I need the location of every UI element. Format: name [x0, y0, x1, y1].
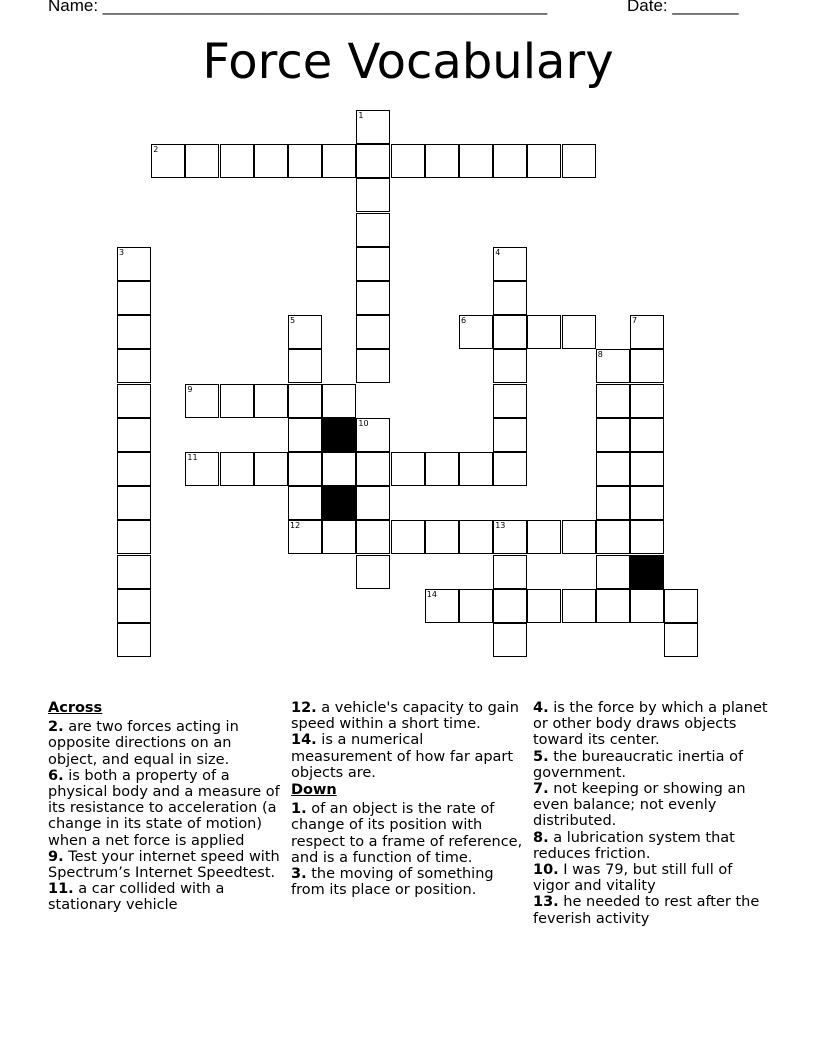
grid-cell[interactable]	[562, 589, 596, 623]
grid-cell[interactable]	[117, 555, 151, 589]
grid-cell[interactable]	[356, 418, 390, 452]
grid-cell[interactable]	[254, 384, 288, 418]
blocked-cell	[322, 486, 356, 520]
across-clue: 6. is both a property of a physical body and a measure of its resistance to acceleration (a change in its state of motion) when a net force is applied	[48, 767, 280, 849]
across-clue: 9. Test your internet speed with Spectrum’s Internet Speedtest.	[48, 848, 280, 882]
clue-number: 9	[187, 384, 193, 394]
down-clue: 3. the moving of something from its place or position.	[291, 866, 494, 899]
grid-cell[interactable]	[117, 452, 151, 486]
grid-cell[interactable]	[391, 520, 425, 554]
grid-cell[interactable]	[527, 315, 561, 349]
grid-cell[interactable]	[527, 144, 561, 178]
name-field-label[interactable]: Name: _______________________________________________	[48, 0, 548, 15]
clue-number: 12	[290, 521, 301, 531]
across-clue: 2. are two forces acting in opposite directions on an object, and equal in size.	[48, 719, 239, 768]
grid-cell[interactable]	[322, 452, 356, 486]
grid-cell[interactable]	[288, 349, 322, 383]
grid-cell[interactable]	[356, 213, 390, 247]
grid-cell[interactable]	[322, 520, 356, 554]
clue-number: 11	[187, 453, 198, 462]
grid-cell[interactable]	[356, 247, 390, 281]
grid-cell[interactable]	[356, 315, 390, 349]
grid-cell[interactable]	[356, 555, 390, 589]
grid-cell[interactable]	[288, 315, 322, 349]
grid-cell[interactable]	[562, 315, 596, 349]
grid-cell[interactable]	[220, 144, 254, 178]
grid-cell[interactable]	[288, 144, 322, 178]
grid-cell[interactable]	[425, 144, 459, 178]
grid-cell[interactable]	[664, 589, 698, 623]
grid-cell[interactable]	[630, 452, 664, 486]
down-clue: 10. I was 79, but still full of vigor and vitality	[533, 862, 733, 895]
grid-cell[interactable]	[596, 418, 630, 452]
grid-cell[interactable]	[288, 418, 322, 452]
grid-cell[interactable]	[493, 520, 527, 554]
grid-cell[interactable]	[425, 520, 459, 554]
grid-cell[interactable]	[493, 281, 527, 315]
grid-cell[interactable]	[493, 589, 527, 623]
clue-number: 6	[461, 316, 467, 326]
clue-number: 3	[119, 247, 125, 257]
clue-number: 4	[495, 247, 501, 257]
down-clue: 4. is the force by which a planet or other body draws objects toward its center.	[533, 700, 768, 749]
grid-cell[interactable]	[356, 144, 390, 178]
page-title: Force Vocabulary	[202, 34, 614, 90]
clue-number: 8	[597, 350, 603, 360]
grid-cell[interactable]	[322, 144, 356, 178]
grid-cell[interactable]	[117, 281, 151, 315]
grid-cell[interactable]	[117, 349, 151, 383]
grid-cell[interactable]	[459, 520, 493, 554]
grid-cell[interactable]	[117, 315, 151, 349]
across-clue: 11. a car collided with a stationary vehicle	[48, 881, 225, 914]
grid-cell[interactable]	[254, 452, 288, 486]
grid-cell[interactable]	[596, 452, 630, 486]
grid-cell[interactable]	[356, 452, 390, 486]
grid-cell[interactable]	[117, 247, 151, 281]
grid-cell[interactable]	[185, 452, 219, 486]
grid-cell[interactable]	[493, 623, 527, 657]
grid-cell[interactable]	[151, 144, 185, 178]
down-clue: 7. not keeping or showing an even balance; not evenly distributed.	[533, 781, 746, 830]
grid-cell[interactable]	[596, 520, 630, 554]
across-clue: 12. a vehicle's capacity to gain speed within a short time.	[291, 700, 519, 733]
grid-cell[interactable]	[117, 520, 151, 554]
grid-cell[interactable]	[596, 384, 630, 418]
grid-cell[interactable]	[562, 144, 596, 178]
grid-cell[interactable]	[117, 486, 151, 520]
grid-cell[interactable]	[356, 110, 390, 144]
clues-column-1	[48, 700, 284, 914]
clue-number: 13	[495, 521, 506, 531]
grid-cell[interactable]	[356, 178, 390, 212]
clues-column-3	[533, 700, 769, 927]
down-clue: 8. a lubrication system that reduces friction.	[533, 829, 735, 862]
grid-cell[interactable]	[254, 144, 288, 178]
blocked-cell	[322, 418, 356, 452]
grid-cell[interactable]	[527, 589, 561, 623]
clues-column-2	[291, 700, 527, 898]
grid-cell[interactable]	[356, 349, 390, 383]
clue-number: 2	[153, 145, 159, 155]
grid-cell[interactable]	[630, 315, 664, 349]
clue-number: 10	[358, 418, 369, 428]
grid-cell[interactable]	[596, 486, 630, 520]
grid-cell[interactable]	[493, 144, 527, 178]
grid-cell[interactable]	[664, 623, 698, 657]
grid-cell[interactable]	[630, 486, 664, 520]
across-clue: 14. is a numerical measurement of how far apart objects are.	[291, 732, 514, 781]
grid-cell[interactable]	[630, 349, 664, 383]
grid-cell[interactable]	[185, 144, 219, 178]
grid-cell[interactable]	[322, 384, 356, 418]
clue-number: 1	[358, 111, 364, 120]
grid-cell[interactable]	[425, 589, 459, 623]
clue-number: 7	[632, 316, 638, 326]
grid-cell[interactable]	[493, 452, 527, 486]
grid-cell[interactable]	[391, 144, 425, 178]
grid-cell[interactable]	[630, 384, 664, 418]
grid-cell[interactable]	[630, 589, 664, 623]
grid-cell[interactable]	[117, 384, 151, 418]
grid-cell[interactable]	[391, 452, 425, 486]
grid-cell[interactable]	[356, 281, 390, 315]
grid-cell[interactable]	[459, 452, 493, 486]
blocked-cell	[630, 555, 664, 589]
grid-cell[interactable]	[493, 384, 527, 418]
grid-cell[interactable]	[220, 384, 254, 418]
grid-cell[interactable]	[288, 520, 322, 554]
grid-cell[interactable]	[117, 589, 151, 623]
down-clue: 13. he needed to rest after the feverish activity	[533, 894, 760, 927]
grid-cell[interactable]	[356, 520, 390, 554]
grid-cell[interactable]	[596, 349, 630, 383]
grid-cell[interactable]	[220, 452, 254, 486]
grid-cell[interactable]	[596, 555, 630, 589]
grid-cell[interactable]	[596, 589, 630, 623]
grid-cell[interactable]	[356, 486, 390, 520]
grid-cell[interactable]	[459, 315, 493, 349]
grid-cell[interactable]	[493, 315, 527, 349]
across-heading: Across	[48, 700, 103, 716]
grid-cell[interactable]	[493, 418, 527, 452]
grid-cell[interactable]	[562, 520, 596, 554]
grid-cell[interactable]	[288, 452, 322, 486]
clue-number: 5	[290, 316, 296, 326]
grid-cell[interactable]	[288, 384, 322, 418]
grid-cell[interactable]	[630, 520, 664, 554]
grid-cell[interactable]	[117, 623, 151, 657]
down-clue: 1. of an object is the rate of change of its position with respect to a frame of reference, and is a function of time.	[291, 801, 523, 866]
grid-cell[interactable]	[185, 384, 219, 418]
grid-cell[interactable]	[493, 349, 527, 383]
grid-cell[interactable]	[288, 486, 322, 520]
down-heading: Down	[291, 782, 337, 799]
clue-number: 14	[426, 589, 437, 599]
grid-cell[interactable]	[493, 247, 527, 281]
grid-cell[interactable]	[459, 144, 493, 178]
date-field-label[interactable]: Date: _______	[627, 0, 739, 15]
grid-cell[interactable]	[425, 452, 459, 486]
grid-cell[interactable]	[630, 418, 664, 452]
grid-cell[interactable]	[527, 520, 561, 554]
grid-cell[interactable]	[117, 418, 151, 452]
down-clue: 5. the bureaucratic inertia of government.	[533, 748, 744, 781]
grid-cell[interactable]	[459, 589, 493, 623]
grid-cell[interactable]	[493, 555, 527, 589]
